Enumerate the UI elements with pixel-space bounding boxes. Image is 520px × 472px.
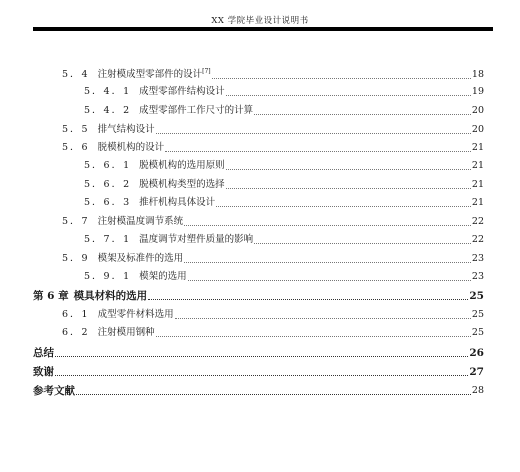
dot-leader [148, 299, 468, 300]
toc-entry-number: 5．6．3 [84, 197, 132, 208]
toc-entry-text: 推杆机构具体设计 [139, 197, 216, 208]
toc-entry[interactable] [62, 252, 484, 266]
toc-entry-number: 5．9 [62, 253, 90, 264]
toc-entry-title [62, 141, 164, 155]
toc-entry-number: 5．6 [62, 142, 90, 153]
toc-entry-page: 18 [471, 69, 484, 80]
toc-entry-text: 成型零部件结构设计 [139, 86, 225, 97]
toc-entry-page: 23 [471, 253, 484, 264]
toc-entry-number: 5．6．1 [84, 160, 132, 171]
toc-entry-page: 21 [471, 179, 484, 190]
dot-leader [254, 114, 471, 115]
toc-entry-title [84, 270, 187, 284]
toc-entry-text: 注射模温度调节系统 [97, 216, 184, 227]
toc-entry-number: 5．9．1 [84, 271, 132, 282]
dot-leader [226, 169, 471, 170]
toc-entry[interactable] [62, 123, 484, 137]
toc-entry-text: 模架及标准件的选用 [97, 253, 184, 264]
toc-entry-page: 21 [471, 197, 484, 208]
toc-entry-text: 脱模机构的设计 [97, 142, 165, 153]
toc-entry-page: 22 [471, 234, 484, 245]
dot-leader [55, 356, 468, 357]
toc-entry[interactable] [84, 104, 484, 118]
toc-entry-page: 23 [471, 271, 484, 282]
toc-entry[interactable] [33, 384, 484, 398]
toc-entry[interactable] [62, 68, 484, 82]
toc-entry-text: 注射模用钢种 [97, 327, 155, 338]
toc-entry-title [62, 215, 183, 229]
toc-entry-page: 21 [471, 142, 484, 153]
toc-entry-title [84, 233, 253, 247]
toc-entry-title [33, 346, 54, 360]
dot-leader [212, 78, 471, 79]
toc-entry-page: 22 [471, 216, 484, 227]
dot-leader [188, 280, 471, 281]
toc-entry-number: 5．4．2 [84, 105, 132, 116]
toc-entry-text: 脱模机构类型的选择 [139, 179, 225, 190]
toc-entry-number: 5．7 [62, 216, 90, 227]
toc-entry-title [62, 252, 183, 266]
toc-entry-text: 注射模成型零部件的设计 [97, 69, 203, 80]
toc-entry-number: 6．1 [62, 309, 90, 320]
toc-entry-page: 28 [471, 385, 484, 396]
dot-leader [184, 262, 471, 263]
dot-leader [76, 394, 471, 395]
dot-leader [156, 336, 471, 337]
dot-leader [184, 225, 471, 226]
toc-entry-title [84, 85, 225, 99]
toc-entry[interactable] [62, 326, 484, 340]
citation-mark: [7] [202, 68, 211, 75]
toc-entry-text: 脱模机构的选用原则 [139, 160, 225, 171]
toc-entry[interactable] [62, 215, 484, 229]
toc-entry-number: 5．6．2 [84, 179, 132, 190]
toc-entry-page: 27 [469, 366, 484, 378]
dot-leader [254, 243, 471, 244]
toc-entry-page: 20 [471, 105, 484, 116]
toc-entry-text: 参考文献 [33, 385, 75, 397]
toc-entry-text: 总结 [33, 347, 54, 359]
toc-entry-number: 6．2 [62, 327, 90, 338]
dot-leader [175, 318, 471, 319]
toc-entry-text: 模具材料的选用 [73, 290, 148, 302]
toc-entry[interactable] [84, 233, 484, 247]
toc-entry-page: 19 [471, 86, 484, 97]
toc-entry-title [84, 159, 225, 173]
dot-leader [165, 151, 471, 152]
toc-entry-number: 5．4 [62, 69, 90, 80]
toc-entry-text: 成型零部件工作尺寸的计算 [139, 105, 254, 116]
toc-entry-title [62, 123, 155, 137]
toc-entry-page: 25 [471, 327, 484, 338]
toc-entry-title [33, 384, 75, 398]
toc-entry-page: 20 [471, 124, 484, 135]
toc-entry[interactable] [62, 308, 484, 322]
toc-entry-title [62, 308, 174, 322]
dot-leader [226, 188, 471, 189]
toc-entry-text: 模架的选用 [139, 271, 187, 282]
toc-entry-number: 第 6 章 [33, 290, 69, 302]
toc-entry-title [84, 196, 215, 210]
toc-entry-title [84, 178, 225, 192]
toc-entry-page: 21 [471, 160, 484, 171]
dot-leader [226, 95, 471, 96]
toc-entry-title [62, 68, 211, 82]
toc-entry[interactable] [84, 196, 484, 210]
dot-leader [216, 206, 471, 207]
toc-entry-page: 25 [471, 309, 484, 320]
toc-entry[interactable] [84, 85, 484, 99]
toc-entry[interactable] [33, 289, 484, 303]
toc-entry-title [33, 289, 147, 303]
toc-entry-page: 25 [469, 290, 484, 302]
dot-leader [156, 133, 471, 134]
toc-entry-text: 致谢 [33, 366, 54, 378]
toc-entry-page: 26 [469, 347, 484, 359]
toc-entry-number: 5．7．1 [84, 234, 132, 245]
toc-entry[interactable] [33, 346, 484, 360]
toc-entry-number: 5．4．1 [84, 86, 132, 97]
toc-entry[interactable] [62, 141, 484, 155]
toc-entry-text: 成型零件材料选用 [97, 309, 174, 320]
toc-entry-text: 温度调节对塑件质量的影响 [139, 234, 254, 245]
toc-entry-title [33, 365, 54, 379]
header-rule [33, 27, 493, 31]
toc-entry[interactable] [84, 159, 484, 173]
toc-entry-text: 排气结构设计 [97, 124, 155, 135]
toc-entry[interactable] [84, 178, 484, 192]
dot-leader [55, 375, 468, 376]
toc-entry-number: 5．5 [62, 124, 90, 135]
page-header: XX 学院毕业设计说明书 [211, 16, 309, 26]
toc-entry[interactable] [33, 365, 484, 379]
toc-entry[interactable] [84, 270, 484, 284]
toc-entry-title [62, 326, 155, 340]
toc-entry-title [84, 104, 253, 118]
